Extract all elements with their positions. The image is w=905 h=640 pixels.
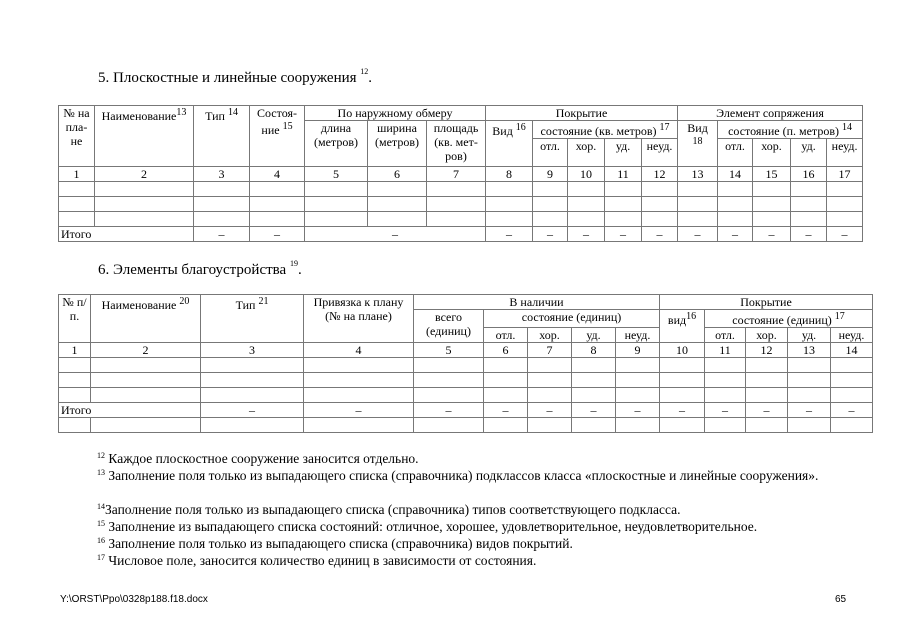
- col-header-join: Элемент сопряжения: [678, 106, 863, 121]
- sub-satisfactory: уд.: [791, 139, 827, 167]
- footnote: $^{12}$ Каждое плоскостное сооружение заносится отдельно.: [97, 451, 419, 466]
- sub-excellent: отл.: [533, 139, 568, 167]
- table-row[interactable]: [59, 418, 873, 433]
- col-header-width: ширина (метров): [368, 121, 427, 167]
- col-header-name: Наименование $^{20}$: [91, 295, 201, 343]
- footnote: $^{17}$ Числовое поле, заносится количество единиц в зависимости от состояния.: [97, 553, 537, 568]
- col-header-state: Состоя-ние $^{15}$: [250, 106, 305, 167]
- section-5-heading: 5. Плоскостные и линейные сооружения $^{12}$.: [98, 67, 373, 86]
- file-path: Y:\ORST\Ppo\0328p188.f18.docx: [60, 594, 208, 605]
- table-row[interactable]: [59, 197, 863, 212]
- col-header-kind: вид$^{16}$: [660, 310, 705, 343]
- sub-unsatisfactory: неуд.: [827, 139, 863, 167]
- col-header-outer: По наружному обмеру: [305, 106, 486, 121]
- header-row-1: [59, 106, 863, 121]
- footnote: $^{15}$ Заполнение из выпадающего списка состояний: отличное, хорошее, удовлетворительное, неудовлетворительное.: [97, 519, 758, 534]
- col-header-cover-kind: Вид $^{16}$: [486, 121, 533, 167]
- table-row[interactable]: [59, 182, 863, 197]
- header-row-1: [59, 295, 873, 310]
- column-number-row: 1 2 3 4 5 6 7 8 9 10 11 12 13 14 15 16 17: [59, 167, 863, 182]
- sub-unsatisfactory: неуд.: [642, 139, 678, 167]
- page-number: 65: [835, 594, 847, 605]
- total-label: Итого: [59, 227, 194, 242]
- sub-good: хор.: [753, 139, 791, 167]
- table-row[interactable]: [59, 373, 873, 388]
- footnote: $^{13}$ Заполнение поля только из выпадающего списка (справочника) подклассов класса «плоскостные и линейные сооружения».: [97, 468, 819, 483]
- col-header-area: площадь (кв. мет-ров): [427, 121, 486, 167]
- section-6-heading: 6. Элементы благоустройства $^{19}$.: [98, 259, 302, 278]
- col-header-cover: Покрытие: [660, 295, 873, 310]
- col-header-no: № на пла-не: [59, 106, 95, 167]
- col-header-name: Наименование$^{13}$: [95, 106, 194, 167]
- table-row[interactable]: [59, 388, 873, 403]
- table-row[interactable]: [59, 212, 863, 227]
- footnote: $^{14}$Заполнение поля только из выпадающего списка (справочника) типов соответствующего подкласса.: [97, 502, 681, 517]
- col-header-no: № п/п.: [59, 295, 91, 343]
- col-header-type: Тип $^{21}$: [201, 295, 304, 343]
- col-header-join-state: состояние (п. метров) $^{14}$: [718, 121, 863, 139]
- col-header-available: В наличии: [414, 295, 660, 310]
- col-header-state-units: состояние (единиц): [484, 310, 660, 328]
- total-row: Итого – – – – – – – – – – – – –: [59, 227, 863, 242]
- col-header-cover: Покрытие: [486, 106, 678, 121]
- sub-good: хор.: [568, 139, 605, 167]
- col-header-type: Тип $^{14}$: [194, 106, 250, 167]
- col-header-length: длина (метров): [305, 121, 368, 167]
- col-header-cover-state: состояние (единиц) $^{17}$: [705, 310, 873, 328]
- col-header-binding: Привязка к плану (№ на плане): [304, 295, 414, 343]
- header-row-3: отл. хор. уд. неуд. отл. хор. уд. неуд.: [59, 328, 873, 343]
- footnote: $^{16}$ Заполнение поля только из выпадающего списка (справочника) видов покрытий.: [97, 536, 573, 551]
- table-improvement-elements: [58, 294, 873, 433]
- sub-satisfactory: уд.: [605, 139, 642, 167]
- col-header-total-units: всего (единиц): [414, 310, 484, 343]
- table-row[interactable]: [59, 358, 873, 373]
- col-header-join-kind: Вид $^{18}$: [678, 121, 718, 167]
- column-number-row: 1 2 3 4 5 6 7 8 9 10 11 12 13 14: [59, 343, 873, 358]
- total-row: Итого – – – – – – – – – – – –: [59, 403, 873, 418]
- sub-excellent: отл.: [718, 139, 753, 167]
- table-flat-linear-structures: [58, 105, 863, 242]
- col-header-cover-state: состояние (кв. метров) $^{17}$: [533, 121, 678, 139]
- total-label: Итого: [59, 403, 201, 418]
